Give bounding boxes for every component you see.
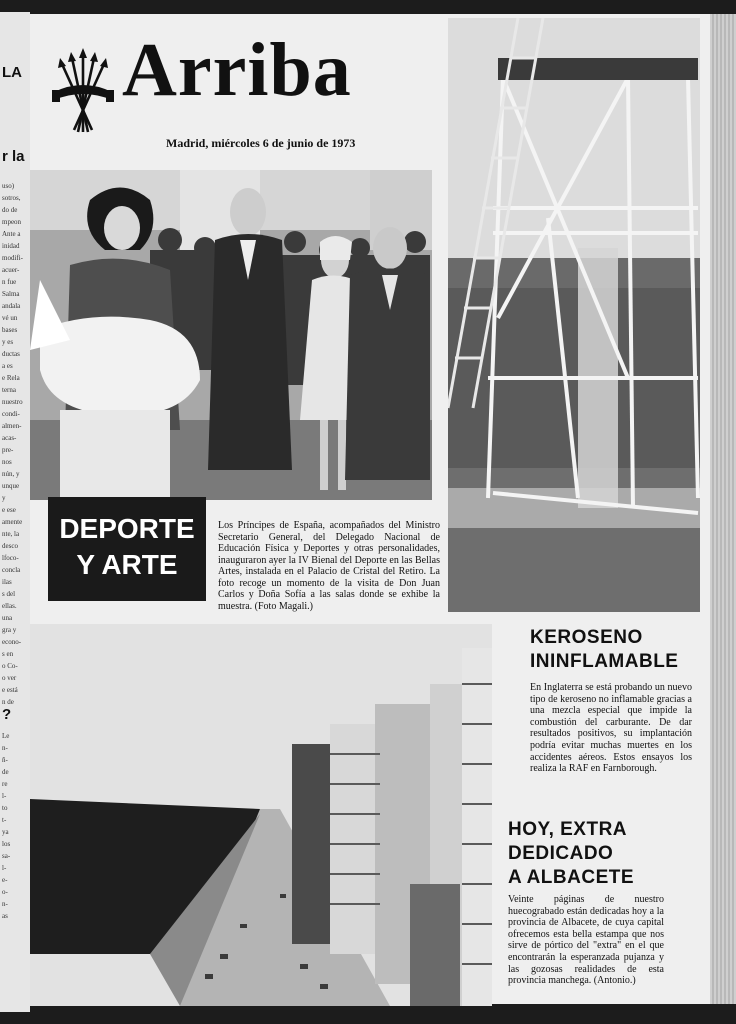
margin-fragment: a es xyxy=(2,362,13,370)
margin-fragment: unque xyxy=(2,482,20,490)
margin-fragment: o- xyxy=(2,888,8,896)
margin-fragment: ñ- xyxy=(2,756,8,764)
deporte-arte-caption: Los Príncipes de España, acompañados del Ministro Secretario General, del Delegado Nacional de Educación Física y Deportes y otras personalidades, inauguraron ayer la IV Bienal del Deporte en las Bellas Artes, instalada en el Palacio de Cristal del Retiro. La foto recoge un momento de la visita de Don Juan Carlos y Doña Sofía a las salas donde se exhibe la muestra. (Foto Magali.) xyxy=(218,520,440,612)
keroseno-body: En Inglaterra se está probando un nuevo tipo de keroseno no inflamable gracias a una mezcla especial que impide la combustión del carburante. De dar resultados positivos, su implantación podría evitar muchas muertes en los accidentes aéreos. Estos ensayos los realiza la RAF en Farnborough. xyxy=(530,682,692,775)
albacete-headline xyxy=(508,818,634,890)
margin-fragment: re xyxy=(2,780,8,788)
margin-fragment: sotros, xyxy=(2,194,21,202)
margin-fragment: Ante a xyxy=(2,230,21,238)
dateline: Madrid, miércoles 6 de junio de 1973 xyxy=(166,136,356,150)
margin-fragment: terna xyxy=(2,386,16,394)
margin-fragment: sa- xyxy=(2,852,11,860)
margin-fragment: Salma xyxy=(2,290,20,298)
margin-fragment: bases xyxy=(2,326,18,334)
margin-fragment: n fue xyxy=(2,278,17,286)
margin-fragment: n- xyxy=(2,744,8,752)
margin-fragment: e- xyxy=(2,876,8,884)
photo-albacete-street xyxy=(30,624,492,1006)
margin-fragment: e ese xyxy=(2,506,16,514)
margin-fragment: to xyxy=(2,804,8,812)
margin-fragment: gra y xyxy=(2,626,17,634)
margin-fragment: de xyxy=(2,768,9,776)
margin-fragment: concla xyxy=(2,566,21,574)
margin-fragment: acas- xyxy=(2,434,17,442)
margin-fragment: amente xyxy=(2,518,23,526)
keroseno-headline-line1: KEROSENO xyxy=(530,627,643,648)
margin-fragment: vé un xyxy=(2,314,18,322)
margin-fragment: nos xyxy=(2,458,12,466)
margin-fragment: lfoco- xyxy=(2,554,19,562)
keroseno-headline xyxy=(530,626,678,674)
margin-fragment: do de xyxy=(2,206,18,214)
margin-fragment: ilas xyxy=(2,578,12,586)
margin-fragment: LA xyxy=(2,64,22,81)
margin-fragment: acuer- xyxy=(2,266,20,274)
margin-fragment: desco xyxy=(2,542,18,550)
margin-fragment: mpeon xyxy=(2,218,22,226)
margin-fragment: ellas. xyxy=(2,602,17,610)
margin-fragment: una xyxy=(2,614,13,622)
margin-fragment: inidad xyxy=(2,242,20,250)
margin-fragment: n- xyxy=(2,900,8,908)
previous-page-strip xyxy=(0,12,30,1012)
margin-fragment: o ver xyxy=(2,674,17,682)
margin-fragment: los xyxy=(2,840,11,848)
margin-fragment: econo- xyxy=(2,638,22,646)
deporte-headline-line1: DEPORTE xyxy=(59,513,195,544)
margin-fragment: ya xyxy=(2,828,9,836)
margin-fragment: Le xyxy=(2,732,10,740)
margin-fragment: modifi- xyxy=(2,254,23,262)
margin-fragment: s del xyxy=(2,590,16,598)
margin-fragment: r la xyxy=(2,148,25,165)
margin-fragment: l- xyxy=(2,792,7,800)
deporte-arte-headline xyxy=(48,497,206,601)
deporte-headline-line2: Y ARTE xyxy=(76,549,178,580)
margin-fragment: e Rela xyxy=(2,374,20,382)
albacete-headline-line2: DEDICADO xyxy=(508,843,614,864)
yoke-and-arrows-emblem xyxy=(50,48,116,138)
margin-fragment: o Co- xyxy=(2,662,18,670)
albacete-headline-line1: HOY, EXTRA xyxy=(508,819,628,840)
margin-fragment: t- xyxy=(2,816,7,824)
margin-fragment: n de xyxy=(2,698,14,706)
margin-fragment: e está xyxy=(2,686,18,694)
margin-fragment: s en xyxy=(2,650,14,658)
margin-fragment: uso) xyxy=(2,182,15,190)
margin-fragment: ductas xyxy=(2,350,20,358)
margin-fragment: nte, la xyxy=(2,530,20,538)
photo-royal-visit xyxy=(30,170,432,500)
margin-fragment: almen- xyxy=(2,422,22,430)
keroseno-headline-line2: ININFLAMABLE xyxy=(530,651,679,672)
margin-fragment: pre- xyxy=(2,446,14,454)
page-stack-edge xyxy=(710,14,736,1004)
margin-fragment: nún, y xyxy=(2,470,20,478)
margin-fragment: y xyxy=(2,494,6,502)
albacete-body: Veinte páginas de nuestro huecograbado están dedicadas hoy a la provincia de Albacete, de cuya capital ofrecemos esta bella estampa que nos sirve de pórtico del "extra" en el que encontrarán la esperanzada pujanza y las gozosas realidades de esta provincia manchega. (Antonio.) xyxy=(508,894,664,987)
albacete-headline-line3: A ALBACETE xyxy=(508,867,635,888)
masthead-title: Arriba xyxy=(122,28,352,112)
margin-fragment: as xyxy=(2,912,8,920)
margin-fragment: nuestro xyxy=(2,398,23,406)
margin-fragment: andala xyxy=(2,302,21,310)
photo-kerosene-test xyxy=(448,18,700,612)
margin-fragment: l- xyxy=(2,864,7,872)
margin-fragment: ? xyxy=(2,706,12,723)
margin-fragment: y es xyxy=(2,338,14,346)
margin-fragment: condi- xyxy=(2,410,20,418)
